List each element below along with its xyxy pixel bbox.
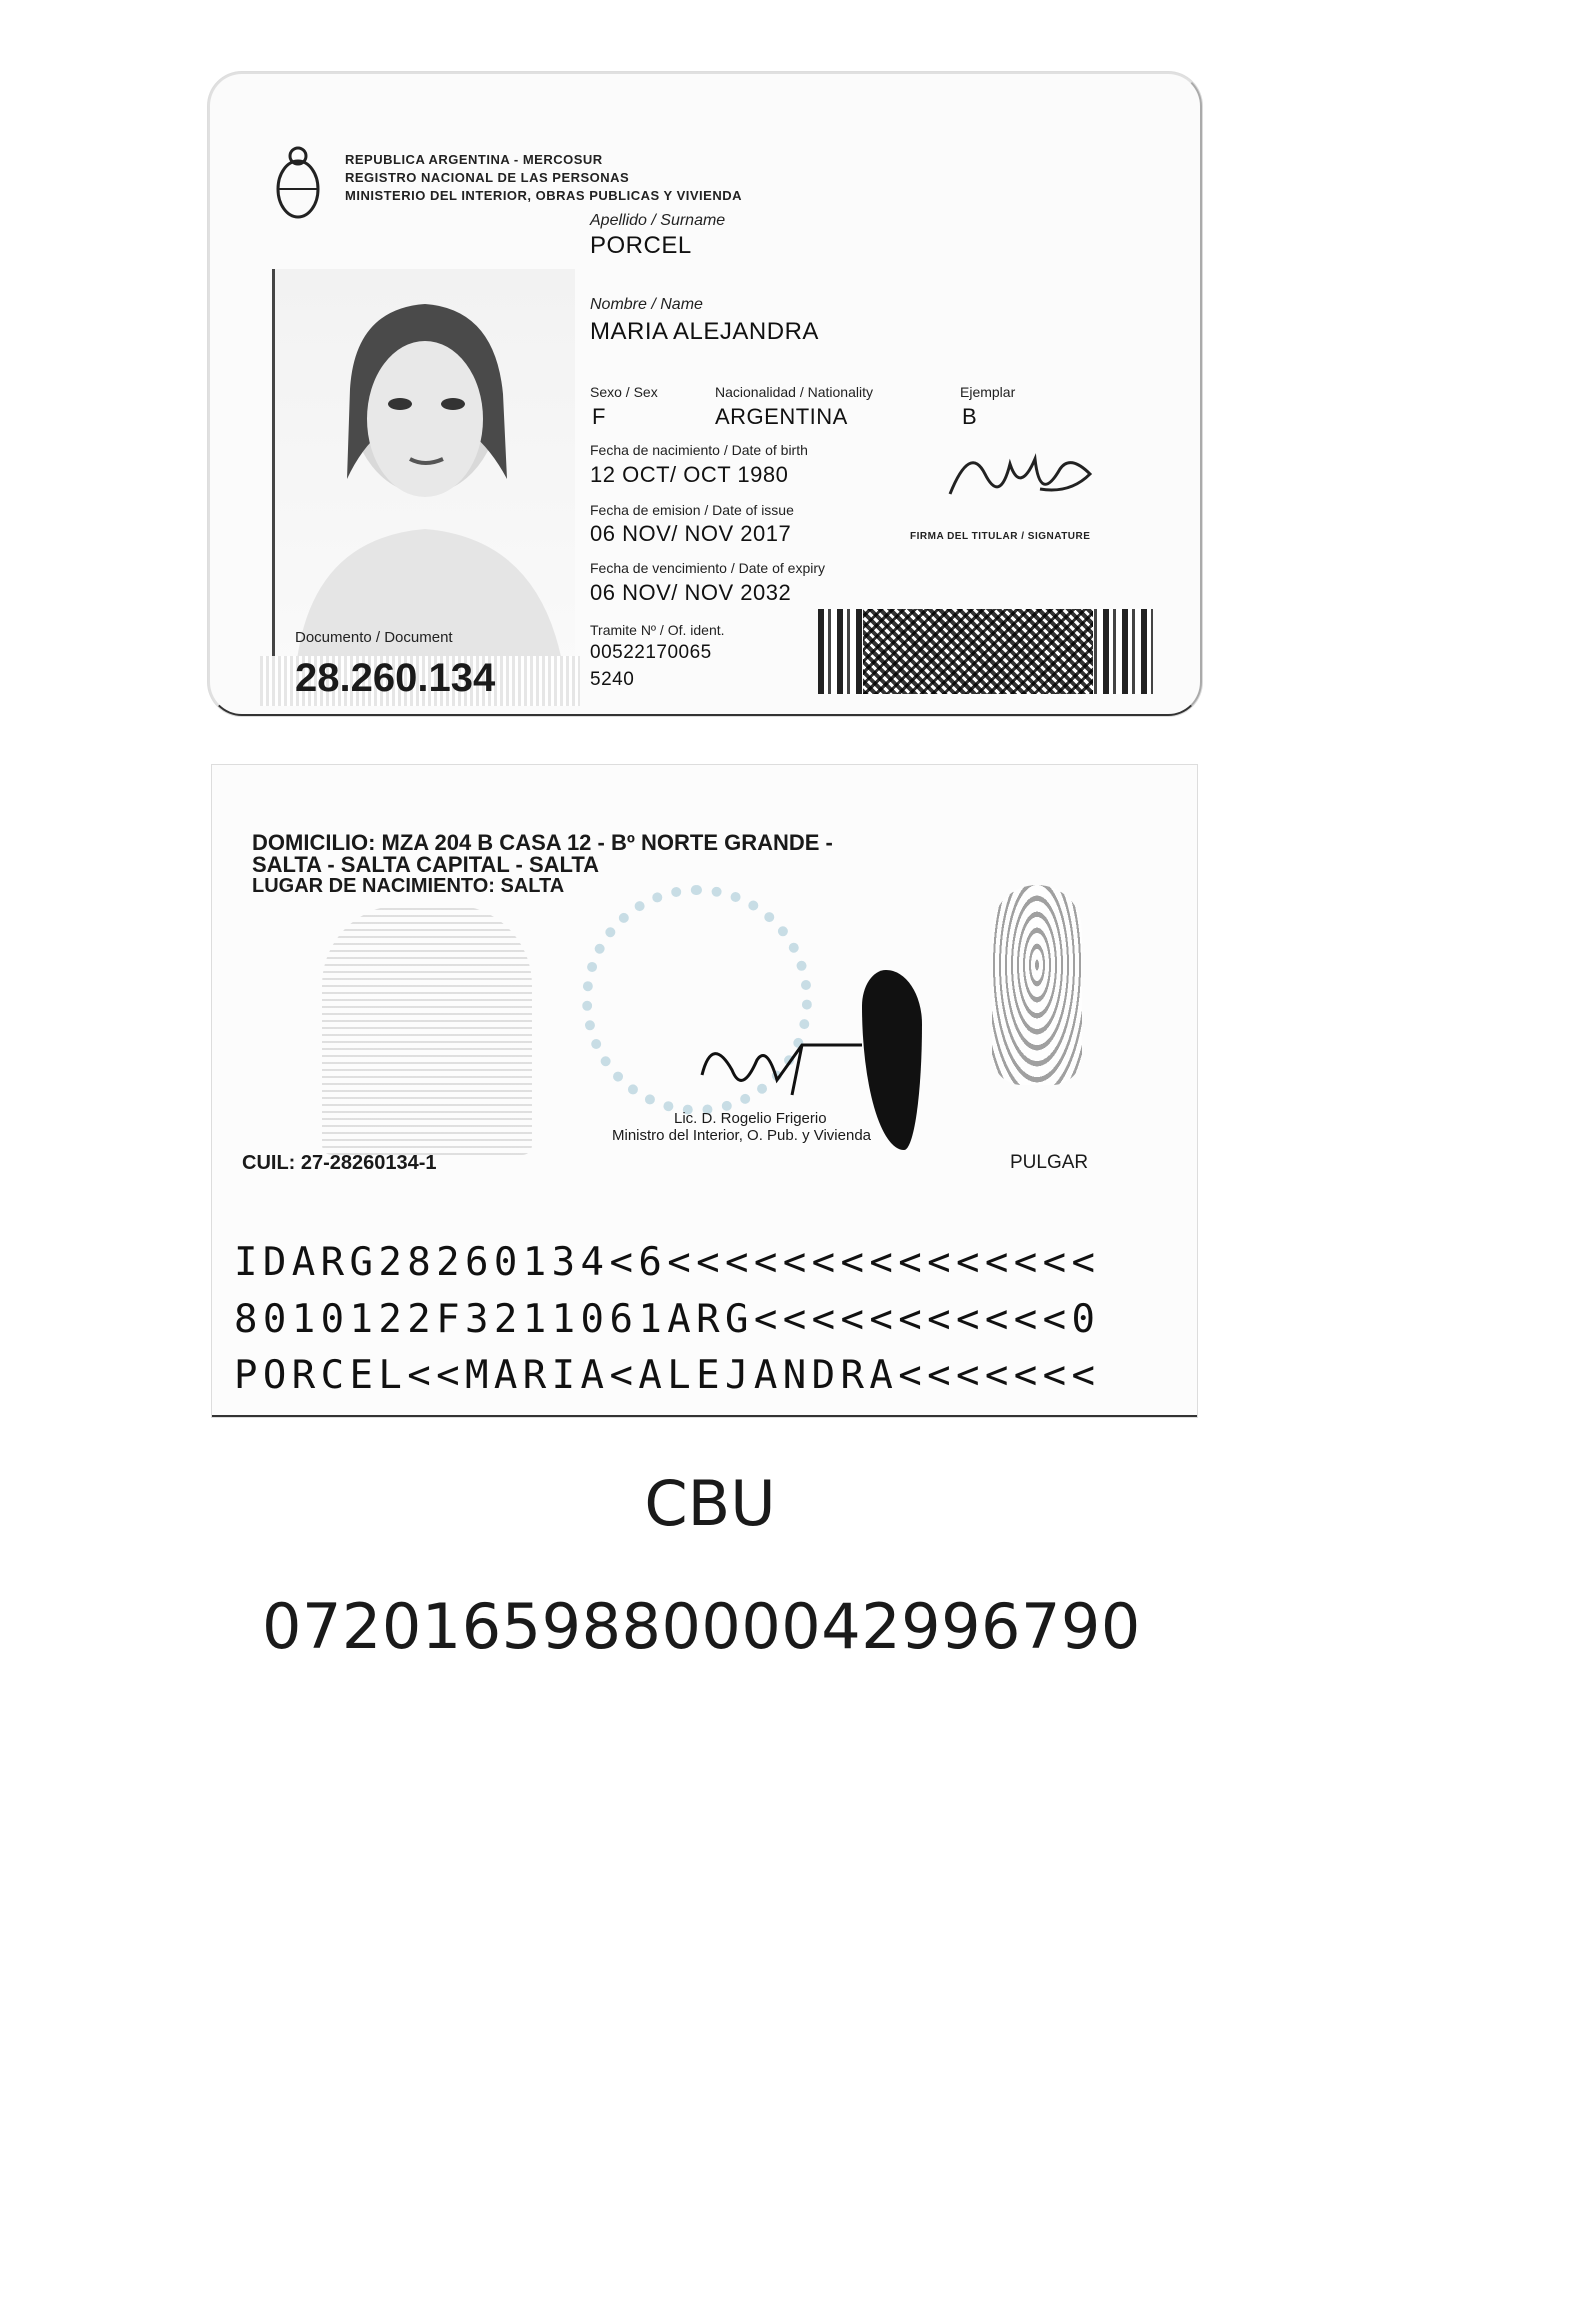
sex-label: Sexo / Sex (590, 384, 658, 400)
header-line-1: REPUBLICA ARGENTINA - MERCOSUR (345, 152, 603, 167)
surname-value: PORCEL (590, 232, 692, 259)
minister-title: Ministro del Interior, O. Pub. y Vivienda (612, 1127, 872, 1144)
expiry-value: 06 NOV/ NOV 2032 (590, 580, 792, 605)
thumb-label: PULGAR (1010, 1152, 1089, 1173)
document-label: Documento / Document (295, 629, 453, 646)
holder-signature (940, 434, 1100, 529)
nationality-label: Nacionalidad / Nationality (715, 384, 873, 400)
birth-label: Fecha de nacimiento / Date of birth (590, 442, 808, 458)
nationality-value: ARGENTINA (715, 404, 848, 429)
issue-value: 06 NOV/ NOV 2017 (590, 521, 792, 546)
tramite-number: 00522170065 (590, 642, 712, 663)
sex-value: F (592, 404, 606, 429)
minister-signature (692, 1025, 872, 1110)
cbu-number: 0720165988000042996790 (262, 1590, 1141, 1663)
coat-of-arms-icon (268, 144, 328, 229)
holder-photo (272, 269, 575, 679)
header-line-3: MINISTERIO DEL INTERIOR, OBRAS PUBLICAS Y VIVIENDA (345, 188, 742, 203)
mrz-line-3: PORCEL<<MARIA<ALEJANDRA<<<<<<< (234, 1353, 1101, 1398)
tramite-number-2: 5240 (590, 669, 635, 690)
issue-label: Fecha de emision / Date of issue (590, 502, 794, 518)
id-card-back (212, 765, 1197, 1417)
minister-name: Lic. D. Rogelio Frigerio (674, 1110, 827, 1127)
mrz-line-2: 8010122F3211061ARG<<<<<<<<<<<0 (234, 1297, 1101, 1342)
id-card-front (208, 72, 1202, 716)
domicilio-line-1: DOMICILIO: MZA 204 B CASA 12 - Bº NORTE GRANDE - (252, 830, 833, 855)
pdf417-barcode (818, 609, 1153, 694)
surname-label: Apellido / Surname (590, 212, 726, 229)
birthplace: LUGAR DE NACIMIENTO: SALTA (252, 875, 565, 897)
ghost-photo (322, 905, 532, 1155)
expiry-label: Fecha de vencimiento / Date of expiry (590, 560, 826, 576)
thumbprint (992, 885, 1082, 1085)
header-line-2: REGISTRO NACIONAL DE LAS PERSONAS (345, 170, 630, 185)
document-number: 28.260.134 (295, 656, 496, 700)
copy-label: Ejemplar (960, 384, 1016, 400)
domicilio-line-2: SALTA - SALTA CAPITAL - SALTA (252, 852, 600, 877)
name-value: MARIA ALEJANDRA (590, 318, 819, 345)
cuil: CUIL: 27-28260134-1 (242, 1152, 437, 1174)
copy-value: B (962, 404, 978, 429)
birth-value: 12 OCT/ OCT 1980 (590, 462, 789, 487)
name-label: Nombre / Name (590, 296, 703, 313)
mrz-line-1: IDARG28260134<6<<<<<<<<<<<<<<< (234, 1240, 1101, 1285)
cbu-title: CBU (644, 1467, 776, 1540)
signature-label: FIRMA DEL TITULAR / SIGNATURE (910, 531, 1091, 542)
tramite-label: Tramite Nº / Of. ident. (590, 622, 725, 638)
